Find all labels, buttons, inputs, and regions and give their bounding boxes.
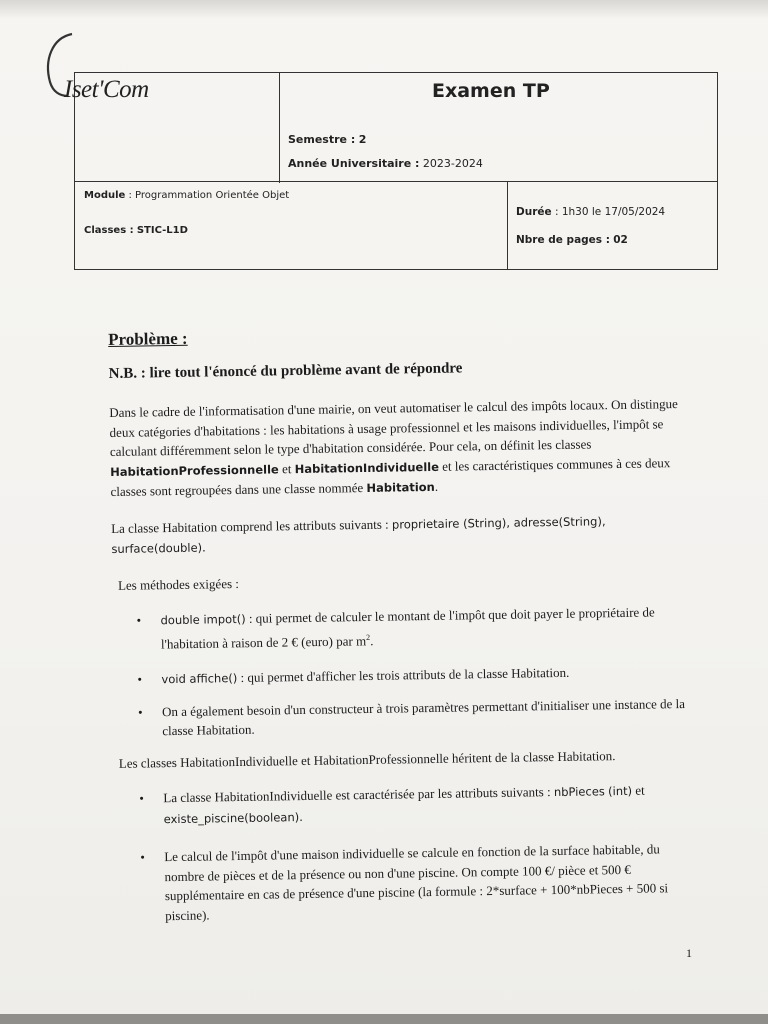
page-number: 1 [686,946,692,960]
method-signature: void affiche() [161,671,238,687]
annee-universitaire [288,157,483,170]
classes-label: Classes : [84,225,134,236]
classes [84,225,188,236]
intro-and: et [281,460,292,476]
problem-content [108,321,697,926]
bullet-icon: • [136,612,142,628]
duree [516,206,665,218]
methods-list [112,602,694,742]
annee-value: 2023-2024 [422,157,483,170]
attribute-type: (int) [607,784,633,799]
tax-calculation-description: Le calcul de l'impôt d'une maison individuelle se calcule en fonction de la surface habitable, du nombre de pièces et de la présence ou non d'une piscine. On compte 100 €/ pièce et 500 € supplémentaire en cas de présence d'une piscine (la formule : 2*surface + 100*nbPieces + 500 si piscine). [164,841,669,924]
page-shadow-bottom [0,1014,768,1024]
methods-label: Les méthodes exigées : [117,575,240,593]
method-description: : qui permet de calculer le montant de l'impôt que doit payer le propriétaire de l'habitation à raison de 2 € (euro) par m [160,604,655,652]
logo-text: Iset'Com [64,76,149,103]
attribute-name: nbPieces [553,784,605,800]
intro-end: . [434,478,439,494]
classes-value: STIC-L1D [136,225,188,236]
method-signature: double impot() [160,611,246,628]
intro-text: et les caractéristiques communes à ces deux classes sont regroupées dans une classe nommée [110,454,671,499]
duree-label: Durée [516,206,552,218]
subclass-description: La classe HabitationIndividuelle est caractérisée par les attributs suivants : [163,784,551,806]
attributes-list: proprietaire (String), adresse(String), surface(double). [111,513,606,556]
list-item [113,661,693,691]
inheritance-paragraph: Les classes HabitationIndividuelle et HabitationProfessionnelle héritent de la classe Habitation. [118,747,616,771]
table-divider [279,73,280,183]
subclass-list [115,780,697,926]
bullet-icon: • [139,790,145,806]
bullet-icon: • [137,671,143,687]
annee-label: Année Universitaire : [288,157,420,170]
nbre-pages [516,234,628,246]
method-description: : qui permet d'afficher les trois attributs de la classe Habitation. [240,665,570,686]
list-item [115,780,696,830]
intro-paragraph [109,394,690,503]
attribute-and: et [635,782,645,799]
page-shadow-top [0,0,768,18]
bullet-icon: • [137,704,143,720]
intro-text: Dans le cadre de l'informatisation d'une mairie, on veut automatiser le calcul des impôts locaux. On distingue deux catégories d'habitations : les habitations à usage professionnel et les maisons individuelles, l'impôt se calculant différemment selon le type d'habitation considérée. Pour cela, on définit les classes [109,396,678,459]
table-divider [507,181,508,269]
problem-title: Problème : [108,328,188,349]
exam-title: Examen TP [432,80,550,102]
list-item [116,839,697,926]
list-item [112,602,693,654]
attributes-intro: La classe Habitation comprend les attributs suivants : [110,516,389,536]
pages-value: 02 [613,234,628,246]
constructor-description: On a également besoin d'un constructeur à trois paramètres permettant d'initialiser une instance de la classe Habitation. [161,695,686,739]
nb-note: N.B. : lire tout l'énoncé du problème avant de répondre [108,360,463,382]
semestre-label: Semestre : [288,133,356,146]
superscript: 2 [366,632,371,642]
semestre [288,133,366,146]
module-value: : Programmation Orientée Objet [128,190,290,201]
class-name: HabitationProfessionnelle [110,461,279,479]
duree-value: : 1h30 le 17/05/2024 [554,206,666,218]
class-name: HabitationIndividuelle [294,459,440,476]
method-end: . [370,632,374,648]
semestre-value: 2 [358,133,367,146]
bullet-icon: • [140,849,145,865]
isetcom-logo [38,20,198,106]
module [84,190,289,201]
attribute-name: existe_piscine(boolean). [163,809,303,827]
pages-label: Nbre de pages : [516,234,610,246]
class-name: Habitation [366,479,435,495]
module-label: Module [84,190,126,201]
table-divider [75,181,717,182]
